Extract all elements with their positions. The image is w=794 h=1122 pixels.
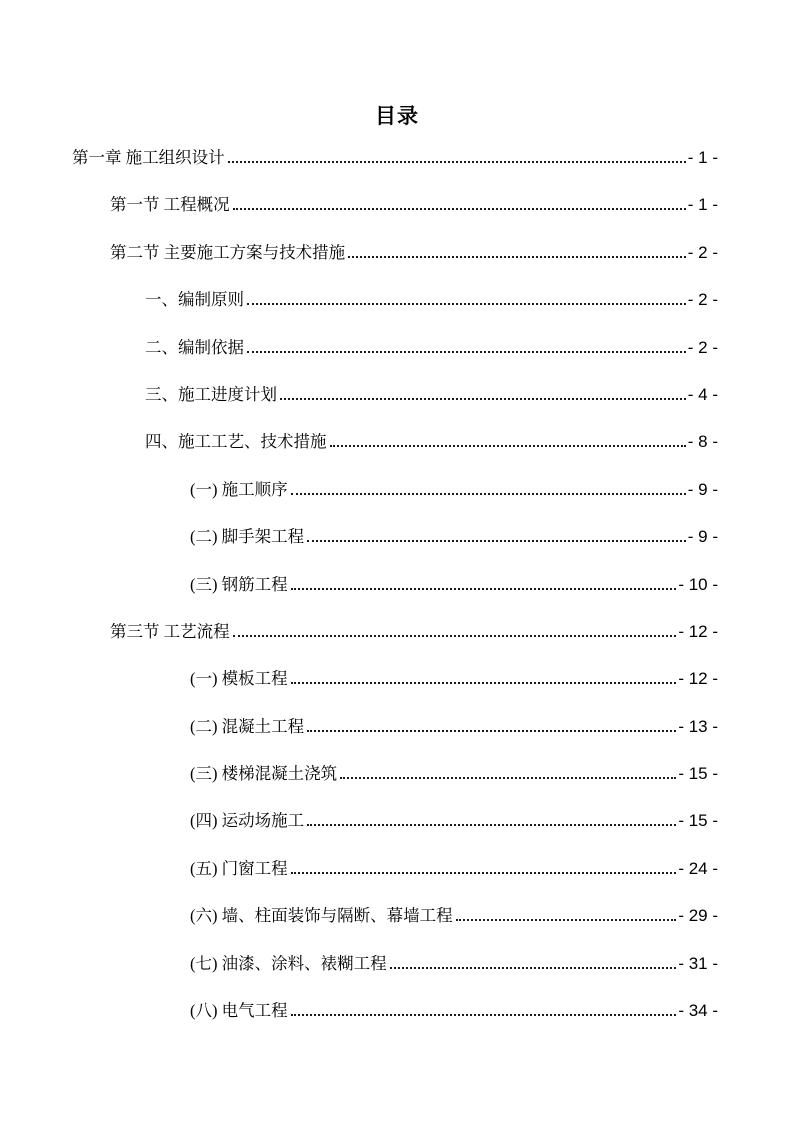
toc-entry-label: 第三节 工艺流程 [110, 621, 230, 641]
toc-entry[interactable] [72, 134, 718, 181]
dot-leader [291, 493, 686, 495]
toc-entry[interactable] [72, 561, 718, 608]
dot-leader [247, 303, 686, 305]
toc-entry[interactable] [72, 276, 718, 323]
toc-entry[interactable] [72, 797, 718, 844]
toc-entry-page-number: - 34 - [678, 1001, 718, 1021]
toc-entry-page-number: - 24 - [678, 858, 718, 878]
dot-leader [307, 540, 686, 542]
dot-leader [330, 445, 686, 447]
toc-entry-page-number: - 15 - [678, 811, 718, 831]
toc-entry-label: (四) 运动场施工 [190, 811, 305, 831]
dot-leader [247, 351, 686, 353]
toc-entry-page-number: - 1 - [687, 148, 718, 167]
toc-entry[interactable] [72, 229, 718, 276]
toc-entry-label: (三) 楼梯混凝土浇筑 [190, 764, 338, 784]
dot-leader [228, 161, 686, 163]
toc-entry[interactable] [72, 513, 718, 560]
toc-entry-page-number: - 29 - [678, 906, 718, 926]
toc-entry[interactable] [72, 181, 718, 228]
toc-entry-label: (七) 油漆、涂料、裱糊工程 [190, 953, 387, 973]
toc-entry-label: (五) 门窗工程 [190, 858, 288, 878]
toc-entry[interactable] [72, 987, 718, 1034]
toc-entry-label: 第二节 主要施工方案与技术措施 [110, 242, 346, 262]
toc-entry-label: (三) 钢筋工程 [190, 574, 288, 594]
toc-entry-page-number: - 8 - [687, 432, 718, 452]
toc-entry-page-number: - 2 - [687, 242, 718, 262]
dot-leader [233, 208, 686, 210]
toc-entry-page-number: - 12 - [678, 669, 718, 689]
toc-entry-label: (二) 混凝土工程 [190, 716, 305, 736]
dot-leader [291, 1014, 677, 1016]
toc-entry-page-number: - 1 - [687, 195, 718, 215]
toc-entry-page-number: - 12 - [678, 621, 718, 641]
toc-entry-label: (一) 模板工程 [190, 669, 288, 689]
toc-entry-page-number: - 10 - [678, 574, 718, 594]
toc-entry-page-number: - 2 - [687, 290, 718, 310]
toc-entry-page-number: - 9 - [687, 527, 718, 547]
toc-entry-page-number: - 4 - [687, 384, 718, 404]
dot-leader [456, 919, 677, 921]
toc-entry[interactable] [72, 608, 718, 655]
dot-leader [307, 730, 676, 732]
table-of-contents [0, 134, 794, 1034]
dot-leader [233, 635, 677, 637]
toc-entry[interactable] [72, 371, 718, 418]
toc-entry[interactable] [72, 655, 718, 702]
dot-leader [291, 682, 677, 684]
toc-entry[interactable] [72, 703, 718, 750]
toc-entry-label: 二、编制依据 [145, 337, 244, 357]
dot-leader [291, 872, 677, 874]
toc-entry-label: 四、施工工艺、技术措施 [145, 432, 327, 452]
toc-entry[interactable] [72, 940, 718, 987]
dot-leader [307, 824, 676, 826]
toc-entry[interactable] [72, 750, 718, 797]
toc-entry-label: 一、编制原则 [145, 290, 244, 310]
dot-leader [340, 777, 676, 779]
toc-entry-page-number: - 15 - [678, 764, 718, 784]
toc-entry-page-number: - 2 - [687, 337, 718, 357]
toc-entry-label: (一) 施工顺序 [190, 479, 288, 499]
toc-entry-page-number: - 31 - [678, 953, 718, 973]
dot-leader [390, 967, 677, 969]
dot-leader [280, 398, 686, 400]
dot-leader [348, 256, 686, 258]
toc-entry-label: 第一章 施工组织设计 [72, 148, 225, 167]
toc-entry[interactable] [72, 466, 718, 513]
toc-entry-label: (六) 墙、柱面装饰与隔断、幕墙工程 [190, 906, 453, 926]
toc-entry[interactable] [72, 418, 718, 465]
toc-entry[interactable] [72, 324, 718, 371]
page-title: 目录 [375, 104, 419, 128]
toc-entry-label: 三、施工进度计划 [145, 384, 277, 404]
dot-leader [291, 588, 677, 590]
toc-entry-label: 第一节 工程概况 [110, 195, 230, 215]
toc-entry-page-number: - 13 - [678, 716, 718, 736]
toc-entry-label: (八) 电气工程 [190, 1001, 288, 1021]
toc-entry[interactable] [72, 845, 718, 892]
toc-entry-label: (二) 脚手架工程 [190, 527, 305, 547]
toc-entry[interactable] [72, 892, 718, 939]
toc-entry-page-number: - 9 - [687, 479, 718, 499]
